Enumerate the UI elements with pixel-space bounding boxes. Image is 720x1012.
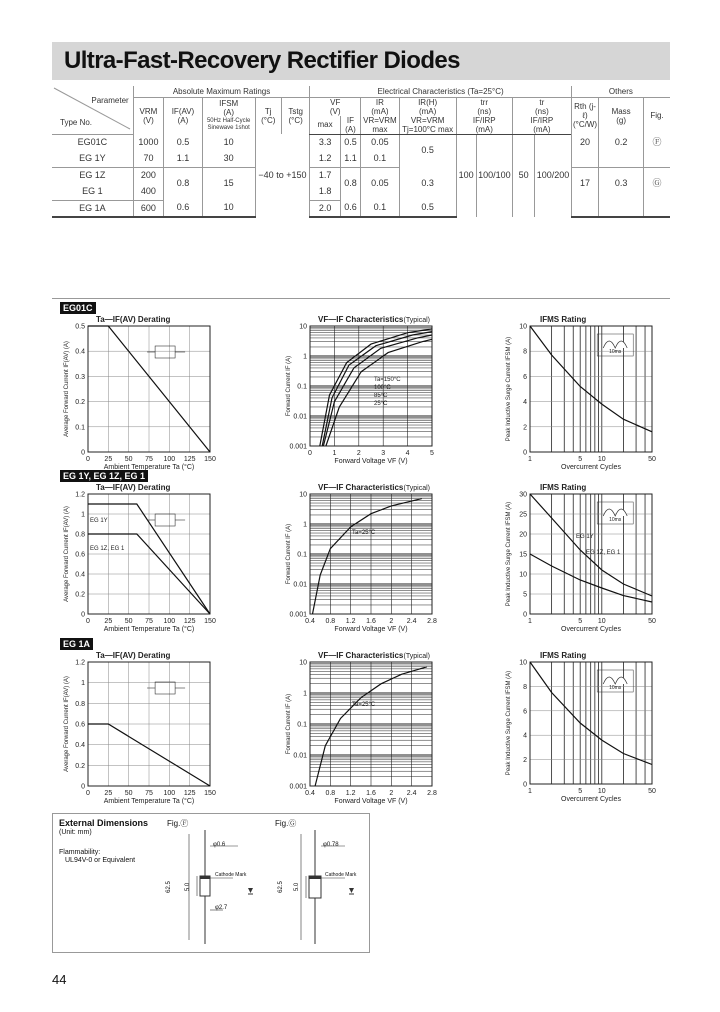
- y-tick-label: 6: [523, 373, 527, 381]
- y-tick-label: 1: [303, 521, 307, 529]
- y-tick-label: 0: [81, 611, 85, 619]
- ir-header: IR (mA): [361, 97, 400, 116]
- y-tick-label: 1: [81, 680, 85, 688]
- x-tick-label: 50: [648, 618, 656, 625]
- x-tick-label: 100: [163, 790, 176, 797]
- dim-g-lead: φ0.78: [323, 842, 339, 848]
- y-tick-label: 10: [299, 659, 307, 667]
- x-tick-label: 1.6: [366, 790, 376, 797]
- y-tick-label: 0.3: [75, 373, 85, 381]
- group-electrical: Electrical Characteristics (Ta=25°C): [310, 86, 571, 97]
- x-tick-label: 5: [578, 618, 583, 625]
- y-tick-label: 4: [523, 399, 527, 407]
- chart-7: [88, 662, 210, 786]
- chart-title: VF—IF Characteristics: [318, 315, 404, 324]
- external-title: External Dimensions: [59, 818, 149, 828]
- external-unit: (Unit: mm): [59, 829, 92, 836]
- chart-3: [530, 326, 652, 452]
- x-tick-label: 25: [104, 456, 113, 463]
- chart-5: [310, 494, 432, 614]
- tr-cond-header: IF/IRP (mA): [512, 116, 571, 135]
- x-tick-label: 1: [528, 456, 532, 463]
- pulse-icon: [603, 509, 627, 516]
- x-tick-label: 1.6: [366, 618, 376, 625]
- x-tick-label: 75: [145, 790, 153, 797]
- x-tick-label: 25: [104, 790, 113, 797]
- cathode-mark-f: Cathode Mark: [215, 872, 247, 878]
- chart-title: VF—IF Characteristics: [318, 483, 404, 492]
- y-tick-label: 0.4: [75, 348, 85, 356]
- x-tick-label: 1.2: [345, 618, 356, 625]
- chart-title: IFMS Rating: [540, 483, 587, 492]
- x-tick-label: 50: [648, 788, 656, 795]
- x-tick-label: 100: [163, 456, 176, 463]
- x-axis-label: Overcurrent Cycles: [561, 464, 621, 471]
- tr-header: tr (ns): [512, 97, 571, 116]
- chart-title: IFMS Rating: [540, 315, 587, 324]
- series-label: EG 1Y: [90, 518, 108, 524]
- x-tick-label: 125: [183, 790, 196, 797]
- series-line: [313, 499, 422, 614]
- x-tick-label: 3: [381, 450, 386, 457]
- y-axis-label: Forward Current IF (A): [286, 693, 292, 755]
- y-tick-label: 0: [81, 449, 85, 457]
- x-tick-label: 2: [356, 450, 361, 457]
- y-tick-label: 10: [299, 491, 307, 499]
- external-dimensions-box: [52, 813, 370, 953]
- dim-g-len: 62.5: [277, 881, 284, 893]
- y-tick-label: 4: [523, 732, 527, 740]
- x-axis-label: Ambient Temperature Ta (°C): [103, 798, 195, 805]
- table-row: EG 1 400 1.8: [52, 184, 670, 201]
- y-tick-label: 5: [523, 591, 527, 599]
- y-tick-label: 1: [81, 511, 85, 519]
- vf-max-header: max: [310, 116, 340, 135]
- table-row: EG 1A 600 0.6 10 2.0 0.6 0.1 0.5: [52, 200, 670, 217]
- x-tick-label: 5: [578, 456, 583, 463]
- x-tick-label: 0.8: [325, 790, 336, 797]
- fig-header: Fig.: [643, 97, 670, 134]
- mass-header: Mass (g): [599, 97, 644, 134]
- series-label: EG 1Y: [576, 534, 594, 540]
- x-tick-label: 2.4: [406, 790, 417, 797]
- pulse-icon: [603, 341, 627, 348]
- y-tick-label: 0.01: [293, 581, 307, 589]
- ifsm-header: IFSM (A) 50Hz Half-Cycle Sinewave 1shot: [202, 97, 255, 134]
- inset-circuit-icon: [155, 346, 175, 358]
- y-tick-label: 8: [523, 683, 527, 691]
- trr-header: trr (ns): [456, 97, 512, 116]
- x-tick-label: 1: [528, 618, 532, 625]
- y-tick-label: 0.8: [75, 531, 85, 539]
- x-tick-label: 150: [204, 790, 216, 797]
- x-tick-label: 1: [332, 450, 337, 457]
- x-axis-label: Forward Voltage VF (V): [334, 798, 408, 805]
- x-tick-label: 10: [597, 618, 606, 625]
- page-number: 44: [52, 972, 67, 987]
- ir-cond-header: VR=VRM max: [361, 116, 400, 135]
- series-label: 85°C: [374, 393, 388, 399]
- x-tick-label: 4: [405, 450, 410, 457]
- y-tick-label: 0.6: [75, 721, 85, 729]
- x-tick-label: 125: [183, 618, 196, 625]
- y-tick-label: 1: [303, 690, 307, 698]
- chart-title: IFMS Rating: [540, 651, 587, 660]
- y-axis-label: Average Forward Current IF(AV) (A): [64, 676, 70, 772]
- x-tick-label: 0: [86, 456, 90, 463]
- y-tick-label: 0: [523, 781, 527, 789]
- x-axis-label: Ambient Temperature Ta (°C): [103, 464, 195, 471]
- x-tick-label: 1.2: [345, 790, 356, 797]
- x-tick-label: 150: [204, 618, 216, 625]
- x-axis-label: Overcurrent Cycles: [561, 796, 621, 803]
- x-tick-label: 50: [124, 618, 133, 625]
- y-tick-label: 0.01: [293, 752, 307, 760]
- chart-2: [310, 326, 432, 446]
- y-tick-label: 25: [519, 511, 527, 519]
- table-row: EG 1Y 70 1.1 30 1.2 1.1 0.1: [52, 151, 670, 168]
- fig-g-label: Fig.Ⓖ: [275, 819, 297, 828]
- temp-range-cell: −40 to +150: [255, 134, 310, 217]
- y-tick-label: 20: [519, 531, 527, 539]
- x-tick-label: 2: [389, 790, 394, 797]
- y-tick-label: 0.5: [75, 323, 85, 331]
- x-axis-label: Forward Voltage VF (V): [334, 626, 408, 633]
- x-tick-label: 10: [597, 456, 606, 463]
- trr-cond-header: IF/IRP (mA): [456, 116, 512, 135]
- y-axis-label: Average Forward Current IF(AV) (A): [64, 341, 70, 437]
- series-label: Ta=25°C: [352, 702, 376, 708]
- x-tick-label: 75: [145, 456, 153, 463]
- chart-title: VF—IF Characteristics: [318, 651, 404, 660]
- vf-if-header: IF (A): [340, 116, 360, 135]
- pulse-label: 10ms: [609, 349, 622, 355]
- y-tick-label: 0.1: [297, 721, 307, 729]
- y-tick-label: 0.001: [289, 443, 307, 451]
- dim-f-lead: φ0.6: [213, 842, 226, 848]
- y-tick-label: 1.2: [75, 491, 85, 499]
- x-tick-label: 0: [308, 450, 312, 457]
- y-axis-label: Peak Inductive Surge Current IFSM (A): [506, 501, 512, 607]
- x-tick-label: 0.4: [305, 618, 315, 625]
- group-others: Others: [571, 86, 670, 97]
- x-tick-label: 10: [597, 788, 606, 795]
- series-label: Ta=150°C: [374, 377, 401, 383]
- irh-header: IR(H) (mA): [399, 97, 456, 116]
- y-axis-label: Peak Inductive Surge Current IFSM (A): [506, 336, 512, 442]
- y-tick-label: 1.2: [75, 659, 85, 667]
- page-title: Ultra-Fast-Recovery Rectifier Diodes: [64, 47, 460, 74]
- table-row: EG01C 1000 0.5 10 −40 to +150 3.3 0.5 0.05 0.5 100 100/100 50 100/200 20 0.2 Ⓕ: [52, 134, 670, 151]
- chart-subtitle: (Typical): [403, 653, 430, 660]
- y-tick-label: 0.001: [289, 611, 307, 619]
- y-tick-label: 2: [523, 757, 527, 765]
- x-tick-label: 75: [145, 618, 153, 625]
- x-axis-label: Ambient Temperature Ta (°C): [103, 626, 195, 633]
- group-abs-max: Absolute Maximum Ratings: [133, 86, 310, 97]
- y-tick-label: 0.2: [75, 762, 85, 770]
- chart-9: [530, 662, 652, 784]
- y-tick-label: 0: [523, 611, 527, 619]
- y-tick-label: 0.4: [75, 571, 85, 579]
- y-tick-label: 6: [523, 708, 527, 716]
- inset-circuit-icon: [155, 514, 175, 526]
- chart-8: [310, 662, 432, 786]
- y-tick-label: 0.01: [293, 413, 307, 421]
- package-drawings: [53, 814, 371, 954]
- rth-header: Rth (j-ℓ) (°C/W): [571, 97, 598, 134]
- dim-f-bodylen: 5.0: [185, 882, 192, 892]
- series-label: 100°C: [374, 385, 391, 391]
- x-tick-label: 50: [648, 456, 656, 463]
- type-no-label: Type No.: [60, 118, 93, 127]
- pulse-label: 10ms: [609, 517, 622, 523]
- ul-label: UL94V-0 or Equivalent: [65, 857, 136, 864]
- tj-header: Tj (°C): [255, 97, 281, 134]
- fig-f-label: Fig.Ⓕ: [167, 819, 189, 828]
- y-tick-label: 0.1: [297, 383, 307, 391]
- dim-f-body: φ2.7: [215, 905, 228, 911]
- irh-cond-header: VR=VRM Tj=100°C max: [399, 116, 456, 135]
- x-tick-label: 5: [430, 450, 434, 457]
- y-tick-label: 0.4: [75, 742, 85, 750]
- dim-f-len: 62.5: [165, 881, 172, 893]
- series-label: Ta=25°C: [352, 530, 376, 536]
- y-tick-label: 0: [523, 449, 527, 457]
- x-tick-label: 100: [163, 618, 176, 625]
- x-axis-label: Forward Voltage VF (V): [334, 458, 408, 465]
- chart-4: [88, 494, 210, 614]
- y-tick-label: 10: [519, 571, 527, 579]
- y-axis-label: Forward Current IF (A): [286, 355, 292, 417]
- chart-1: [88, 326, 210, 452]
- cathode-mark-g: Cathode Mark: [325, 872, 357, 878]
- y-axis-label: Average Forward Current IF(AV) (A): [64, 506, 70, 602]
- inset-circuit-icon: [155, 682, 175, 694]
- x-tick-label: 2.8: [427, 618, 437, 625]
- x-tick-label: 5: [578, 788, 583, 795]
- series-label: 25°C: [374, 401, 388, 407]
- irh-top-cell: 0.5: [399, 134, 456, 167]
- y-tick-label: 0.1: [75, 424, 85, 432]
- x-tick-label: 150: [204, 456, 216, 463]
- y-tick-label: 2: [523, 424, 527, 432]
- x-tick-label: 50: [124, 790, 133, 797]
- ifav-header: IF(AV) (A): [164, 97, 203, 134]
- dim-g-bodylen: 5.0: [294, 882, 301, 892]
- pulse-icon: [603, 677, 627, 684]
- x-tick-label: 0: [86, 618, 90, 625]
- x-tick-label: 2.4: [406, 618, 417, 625]
- y-tick-label: 0.6: [75, 551, 85, 559]
- y-tick-label: 0.8: [75, 700, 85, 708]
- y-axis-label: Peak Inductive Surge Current IFSM (A): [506, 670, 512, 776]
- table-row: EG 1Z 200 0.8 15 1.7 0.8 0.05 0.3 17 0.3 Ⓖ: [52, 167, 670, 184]
- y-tick-label: 10: [519, 659, 527, 667]
- x-tick-label: 2: [389, 618, 394, 625]
- section-label-eg1y: EG 1Y, EG 1Z, EG 1: [60, 470, 148, 482]
- pulse-label: 10ms: [609, 685, 622, 691]
- section-label-eg01c: EG01C: [60, 302, 96, 314]
- vrm-header: VRM (V): [133, 97, 163, 134]
- y-tick-label: 0.2: [75, 399, 85, 407]
- flammability-label: Flammability:: [59, 849, 101, 856]
- chart-subtitle: (Typical): [403, 317, 430, 324]
- chart-title: Ta—IF(AV) Derating: [96, 315, 171, 324]
- vf-header: VF (V): [310, 97, 361, 116]
- x-tick-label: 0.4: [305, 790, 315, 797]
- y-tick-label: 0.2: [75, 591, 85, 599]
- x-axis-label: Overcurrent Cycles: [561, 626, 621, 633]
- parameter-label: Parameter: [91, 96, 129, 105]
- series-label: EG 1Z, EG 1: [586, 550, 621, 556]
- y-axis-label: Forward Current IF (A): [286, 523, 292, 585]
- series-label: EG 1Z, EG 1: [90, 546, 125, 552]
- y-tick-label: 30: [519, 491, 527, 499]
- x-tick-label: 2.8: [427, 790, 437, 797]
- tstg-header: Tstg (°C): [281, 97, 309, 134]
- x-tick-label: 25: [104, 618, 113, 625]
- x-tick-label: 0.8: [325, 618, 336, 625]
- chart-title: Ta—IF(AV) Derating: [96, 651, 171, 660]
- y-tick-label: 0.1: [297, 551, 307, 559]
- chart-title: Ta—IF(AV) Derating: [96, 483, 171, 492]
- y-tick-label: 1: [303, 353, 307, 361]
- y-tick-label: 15: [519, 551, 527, 559]
- x-tick-label: 50: [124, 456, 133, 463]
- x-tick-label: 0: [86, 790, 90, 797]
- y-tick-label: 10: [299, 323, 307, 331]
- y-tick-label: 0: [81, 783, 85, 791]
- x-tick-label: 125: [183, 456, 196, 463]
- x-tick-label: 1: [528, 788, 532, 795]
- chart-subtitle: (Typical): [403, 485, 430, 492]
- section-label-eg1a: EG 1A: [60, 638, 93, 650]
- y-tick-label: 0.001: [289, 783, 307, 791]
- y-tick-label: 8: [523, 348, 527, 356]
- y-tick-label: 10: [519, 323, 527, 331]
